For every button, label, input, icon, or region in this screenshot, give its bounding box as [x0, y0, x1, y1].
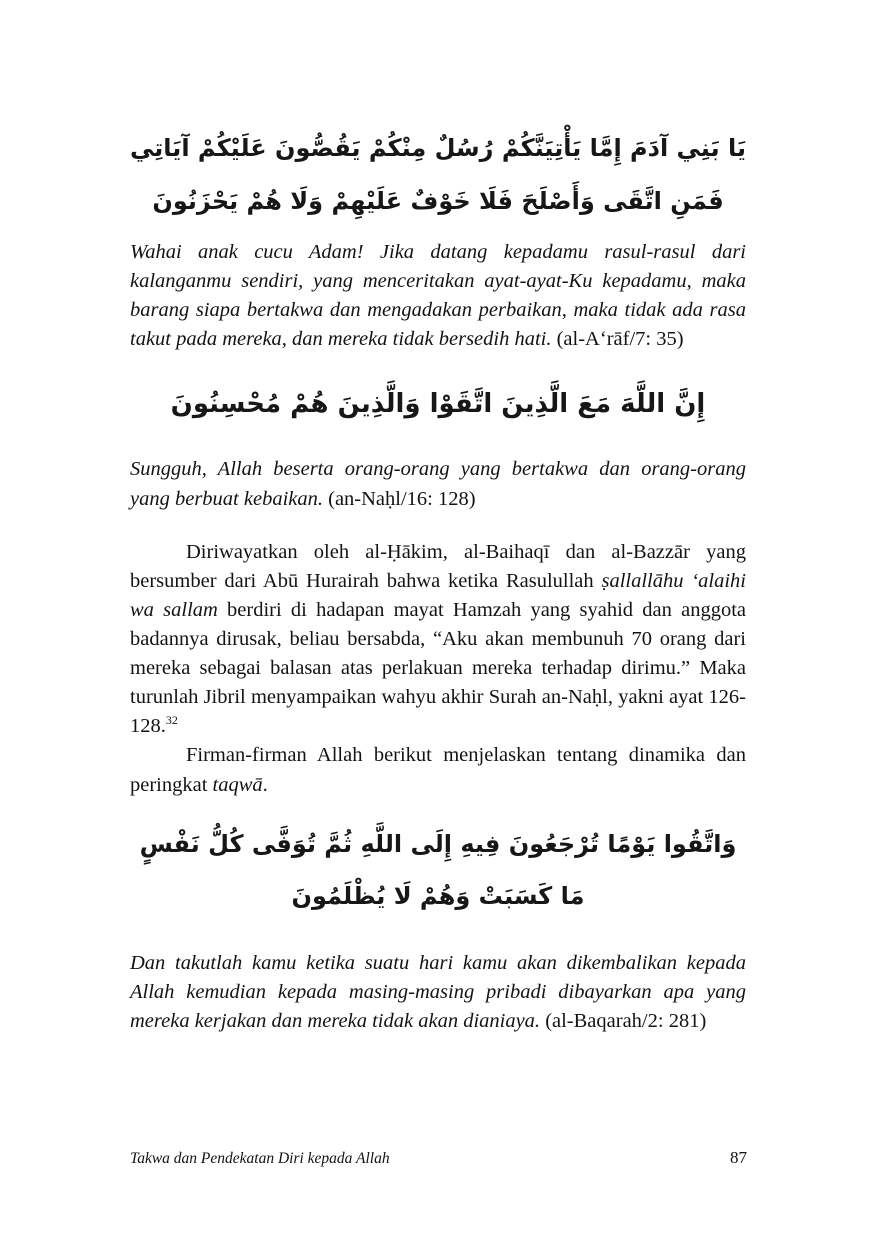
- paragraph-hadith-narration: [130, 538, 746, 742]
- verse-reference: (al-Baqarah/2: 281): [545, 1010, 707, 1033]
- translation-an-nahl-16-128: [130, 455, 746, 513]
- translation-al-araf-7-35: [130, 238, 746, 354]
- paragraph-text: Diriwayatkan oleh al-Ḥākim, al-Baihaqī dan al-Bazzār yang bersumber dari Abū Hurairah bahwa ketika Rasulullah: [130, 540, 746, 592]
- verse-reference: (an-Naḥl/16: 128): [328, 487, 476, 510]
- paragraph-text: .: [262, 773, 268, 796]
- paragraph-firman-intro: [130, 741, 746, 799]
- translation-text: Wahai anak cucu Adam! Jika datang kepadamu rasul-rasul dari kalanganmu sendiri, yang menceritakan ayat-ayat-Ku kepadamu, maka barang siapa bertakwa dan mengadakan perbaikan, maka tidak ada rasa takut pada mereka, dan mereka tidak bersedih hati.: [130, 240, 746, 350]
- page-content: [130, 122, 746, 1037]
- arabic-verse-an-nahl-16-128: إِنَّ اللَّهَ مَعَ الَّذِينَ اتَّقَوْا وَالَّذِينَ هُمْ مُحْسِنُونَ: [170, 389, 706, 420]
- running-title: Takwa dan Pendekatan Diri kepada Allah: [130, 1150, 390, 1167]
- paragraph-text: Firman-firman Allah berikut menjelaskan tentang dinamika dan peringkat: [130, 744, 746, 796]
- page-footer: [130, 1148, 747, 1168]
- transliteration-phrase: ṣallallāhu ‘alaihi wa sallam: [130, 569, 746, 621]
- footnote-marker: 32: [165, 713, 178, 728]
- page-number: 87: [730, 1148, 747, 1167]
- translation-text: Dan takutlah kamu ketika suatu hari kamu akan dikembalikan kepada Allah kemudian kepada masing-masing pribadi dibayarkan apa yang mereka kerjakan dan mereka tidak akan dianiaya.: [130, 952, 746, 1033]
- translation-text: Sungguh, Allah beserta orang-orang yang bertakwa dan orang-orang yang berbuat kebaikan.: [130, 458, 746, 510]
- translation-al-baqarah-2-281: [130, 949, 746, 1036]
- arabic-verse-al-araf-7-35: يَا بَنِي آدَمَ إِمَّا يَأْتِيَنَّكُمْ رُسُلٌ مِنْكُمْ يَقُصُّونَ عَلَيْكُمْ آيَاتِي فَمَنِ اتَّقَى وَأَصْلَحَ فَلَا خَوْفٌ عَلَيْهِمْ وَلَا هُمْ يَحْزَنُونَ: [130, 134, 746, 215]
- paragraph-text: berdiri di hadapan mayat Hamzah yang syahid dan anggota badannya dirusak, beliau bersabda, “Aku akan membunuh 70 orang dari mereka sebagai balasan atas perlakuan mereka terhadap dirimu.” Maka turunlah Jibril menyampaikan wahyu akhir Surah an-Naḥl, yakni ayat 126-128.: [130, 598, 746, 738]
- arabic-verse-al-baqarah-2-281: وَاتَّقُوا يَوْمًا تُرْجَعُونَ فِيهِ إِلَى اللَّهِ ثُمَّ تُوَفَّى كُلُّ نَفْسٍ مَا كَسَبَتْ وَهُمْ لَا يُظْلَمُونَ: [139, 829, 737, 911]
- verse-reference: (al-A‘rāf/7: 35): [556, 327, 684, 350]
- transliteration-word: taqwā: [212, 773, 263, 796]
